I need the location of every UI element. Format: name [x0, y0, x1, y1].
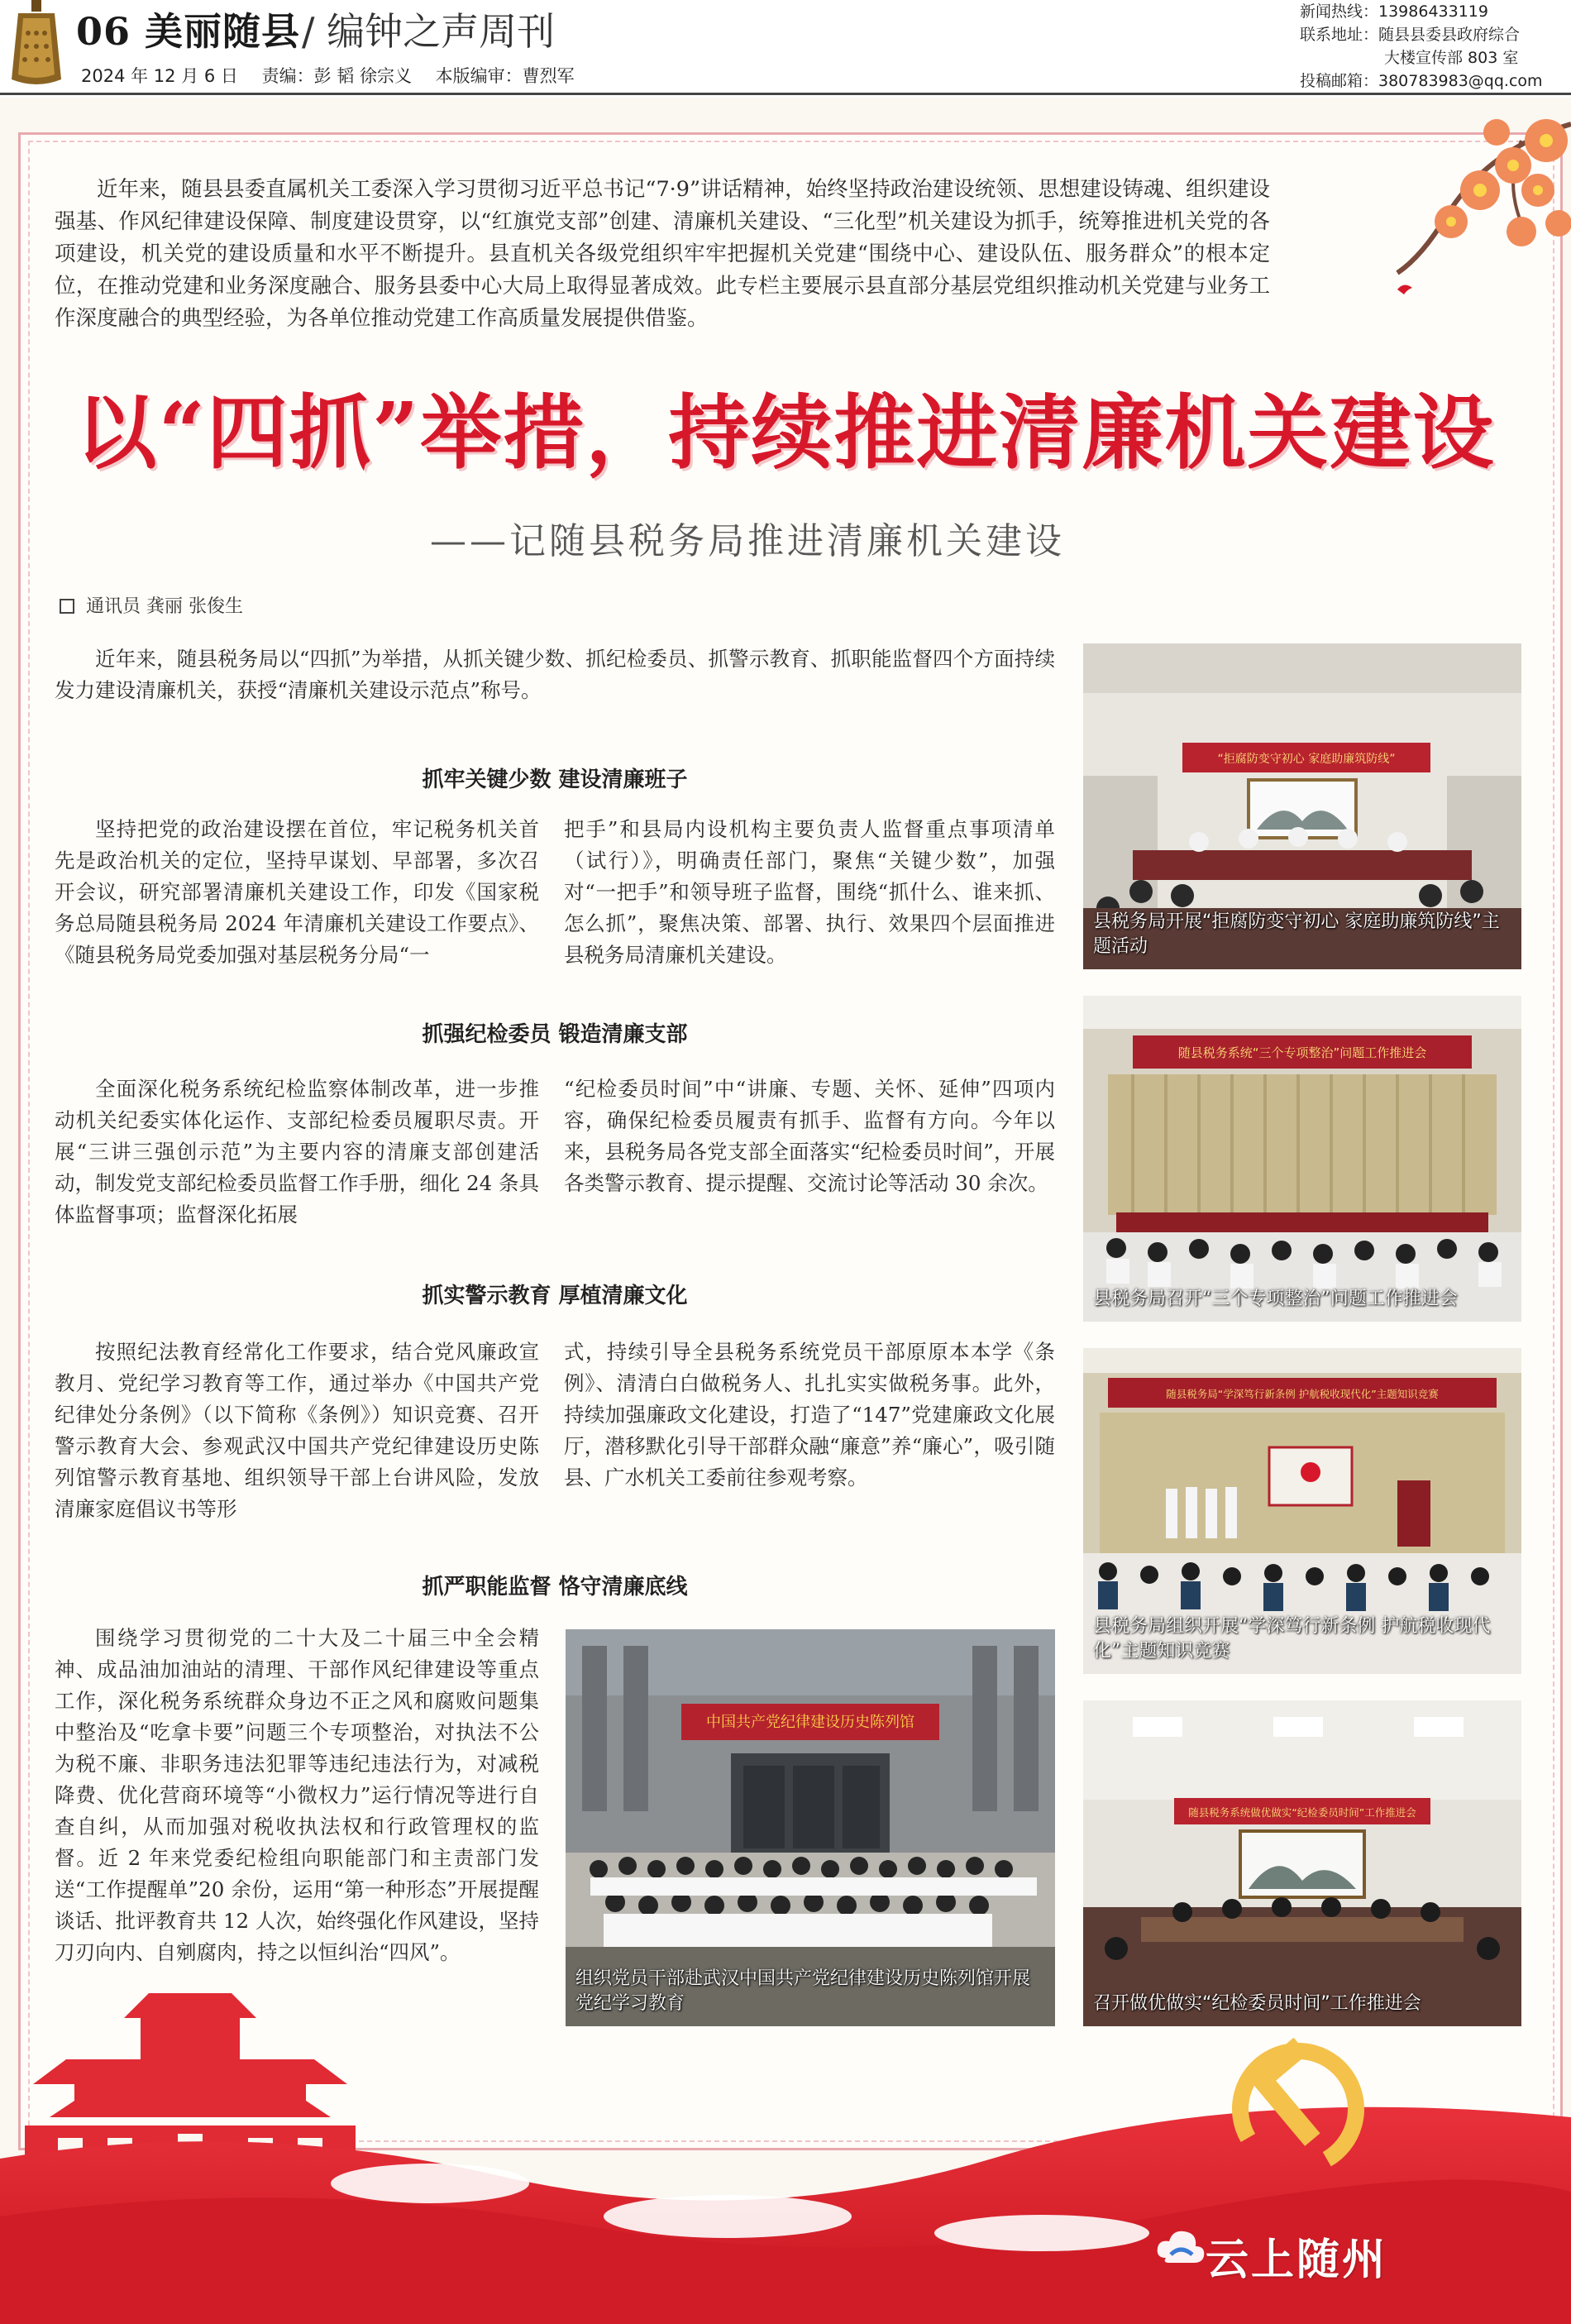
issue-date: 2024 年 12 月 6 日 — [81, 66, 238, 86]
section-3-title: 抓实警示教育 厚植清廉文化 — [422, 1284, 688, 1308]
photo-4-caption: 召开做优做实“纪检委员时间”工作推进会 — [1093, 1993, 1421, 2014]
byline-text: 通讯员 龚丽 张俊生 — [86, 596, 243, 617]
photo-1-caption: 县税务局开展“拒腐防变守初心 家庭助廉筑防线”主题活动 — [1093, 911, 1500, 957]
photo-4-banner: 随县税务系统做优做实“纪检委员时间”工作推进会 — [1188, 1806, 1416, 1819]
photo-3-caption: 县税务局组织开展“学深笃行新条例 护航税收现代化”主题知识竞赛 — [1093, 1616, 1491, 1662]
brand-name: 云上随州 — [1206, 2236, 1388, 2285]
page-subtitle: / 编钟之声周刊 — [302, 9, 556, 54]
byline-box-icon — [60, 599, 74, 614]
section-1-col-2: 把手”和县局内设机构主要负责人监督重点事项清单（试行）》，明确责任部门，聚焦“关键少数”，加强对“一把手”和领导班子监督，围绕“抓什么、谁来抓、怎么抓”，聚焦决策、部署、执行、效果四个层面推进县税务局清廉机关建设。 — [564, 817, 1055, 967]
photo-5-caption: 组织党员干部赴武汉中国共产党纪律建设历史陈列馆开展党纪学习教育 — [575, 1968, 1031, 2014]
cloud-logo-icon — [1154, 2221, 1207, 2271]
section-4-title: 抓严职能监督 恪守清廉底线 — [422, 1575, 688, 1600]
photo-special-rectification-meeting — [1083, 996, 1521, 1322]
photo-museum-group-visit — [566, 1629, 1055, 2026]
section-2-col-2: “纪检委员时间”中“讲廉、专题、关怀、延伸”四项内容，确保纪检委员履责有抓手、监督有方向。今年以来，县税务局各党支部全面落实“纪检委员时间”，开展各类警示教育、提示提醒、交流讨论等活动 30 余次。 — [564, 1077, 1055, 1195]
contact-info — [1300, 0, 1564, 93]
issue-reviewer: 本版编审：曹烈军 — [435, 66, 575, 86]
article-subtitle: ——记随县税务局推进清廉机关建设 — [430, 520, 1065, 562]
article-lead: 近年来，随县税务局以“四抓”为举措，从抓关键少数、抓纪检委员、抓警示教育、抓职能监督四个方面持续发力建设清廉机关，获授“清廉机关建设示范点”称号。 — [55, 647, 1055, 702]
photo-family-integrity-event — [1083, 643, 1521, 969]
masthead — [0, 0, 1571, 98]
section-4-col-1: 围绕学习贯彻党的二十大及二十届三中全会精神、成品油加油站的清理、干部作风纪律建设等重点工作，深化税务系统群众身边不正之风和腐败问题集中整治及“吃拿卡要”问题三个专项整治，对执法不公为税不廉、非职务违法犯罪等违纪违法行为，对减税降费、优化营商环境等“小微权力”运行情况等进行自查自纠，从而加强对税收执法权和行政管理权的监督。近 2 年来党委纪检组向职能部门和主责部门发送“工作提醒单”20 余份，运用“第一种形态”开展提醒谈话、批评教育共 12 人次，始终强化作风建设，坚持刀刃向内、自剜腐肉，持之以恒纠治“四风”。 — [55, 1626, 539, 1964]
issue-editors: 责编：彭 韬 徐宗义 — [261, 66, 412, 86]
bianzhong-bell-icon — [7, 0, 66, 89]
photo-knowledge-contest — [1083, 1348, 1521, 1674]
section-3-col-1: 按照纪法教育经常化工作要求，结合党风廉政宣教月、党纪学习教育等工作，通过举办《中国共产党纪律处分条例》（以下简称《条例》）知识竞赛、召开警示教育大会、参观武汉中国共产党纪律建设历史陈列馆警示教育基地、组织领导干部上台讲风险，发放清廉家庭倡议书等形 — [55, 1340, 539, 1521]
page-number: 06 美丽随县 — [76, 9, 301, 54]
photo-1-banner: “拒腐防变守初心 家庭助廉筑防线” — [1217, 753, 1396, 766]
article-title: 以“四抓”举措，持续推进清廉机关建设 — [75, 385, 1496, 481]
photo-3-banner: 随县税务局“学深笃行新条例 护航税收现代化”主题知识竞赛 — [1166, 1388, 1439, 1400]
address-line-2: 大楼宣传部 803 室 — [1384, 49, 1519, 67]
email: 投稿邮箱：380783983@qq.com — [1300, 72, 1543, 90]
hotline: 新闻热线：13986433119 — [1300, 2, 1488, 21]
masthead-rule — [0, 93, 1571, 95]
address-line-1: 联系地址：随县县委县政府综合 — [1300, 26, 1521, 44]
photo-5-banner: 中国共产党纪律建设历史陈列馆 — [706, 1714, 914, 1731]
section-2-col-1: 全面深化税务系统纪检监察体制改革，进一步推动机关纪委实体化运作、支部纪检委员履职尽责。开展“三讲三强创示范”为主要内容的清廉支部创建活动，制发党支部纪检委员监督工作手册，细化 24 条具体监督事项；监督深化拓展 — [55, 1077, 539, 1227]
section-1-title: 抓牢关键少数 建设清廉班子 — [422, 767, 688, 792]
column-intro: 近年来，随县县委直属机关工委深入学习贯彻习近平总书记“7·9”讲话精神，始终坚持政治建设统领、思想建设铸魂、组织建设强基、作风纪律建设保障、制度建设贯穿，以“红旗党支部”创建、清廉机关建设、“三化型”机关建设为抓手，统筹推进机关党的各项建设，机关党的建设质量和水平不断提升。县直机关各级党组织牢牢把握机关党建“围绕中心、建设队伍、服务群众”的根本定位，在推动党建和业务深度融合、服务县委中心大局上取得显著成效。此专栏主要展示县直部分基层党组织推动机关党建与业务工作深度融合的典型经验，为各单位推动党建工作高质量发展提供借鉴。 — [55, 177, 1270, 331]
photo-2-caption: 县税务局召开“三个专项整治”问题工作推进会 — [1093, 1289, 1458, 1309]
plum-blossom-icon — [1273, 116, 1571, 331]
section-1-col-1: 坚持把党的政治建设摆在首位，牢记税务机关首先是政治机关的定位，坚持早谋划、早部署，多次召开会议，研究部署清廉机关建设工作，印发《国家税务总局随县税务局 2024 年清廉机关建设工作要点》、《随县税务局党委加强对基层税务分局“一 — [55, 817, 539, 967]
section-3-col-2: 式，持续引导全县税务系统党员干部原原本本学《条例》、清清白白做税务人、扎扎实实做税务事。此外，持续加强廉政文化建设，打造了“147”党建廉政文化展厅，潜移默化引导干部群众融“廉意”养“廉心”，吸引随县、广水机关工委前往参观考察。 — [564, 1340, 1055, 1490]
photo-2-banner: 随县税务系统“三个专项整治”问题工作推进会 — [1177, 1045, 1427, 1060]
byline — [60, 592, 243, 618]
issue-info — [81, 63, 593, 88]
section-2-title: 抓强纪检委员 锻造清廉支部 — [422, 1022, 688, 1047]
